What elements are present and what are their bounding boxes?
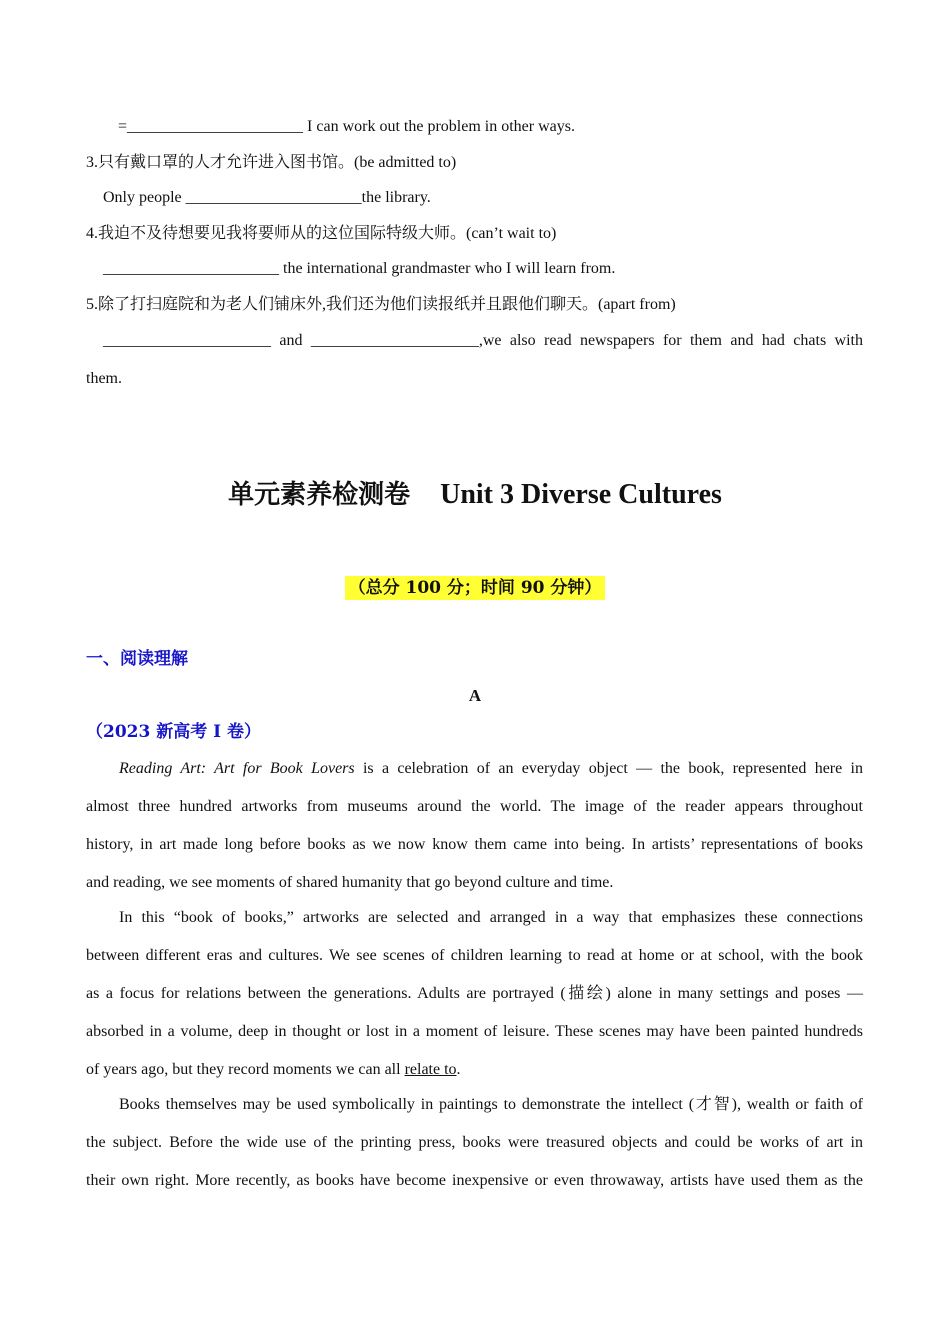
- book-title: Reading Art: Art for Book Lovers: [119, 760, 355, 777]
- question-3-answer: Only people ______________________the library.: [103, 189, 431, 206]
- title-chinese: 单元素养检测卷: [228, 480, 411, 510]
- p2-line-1: In this “book of books,” artworks are selected and arranged in a way that emphasizes these connections: [119, 909, 863, 926]
- p1-line-4: and reading, we see moments of shared humanity that go beyond culture and time.: [86, 874, 614, 891]
- question-4: 4.我迫不及待想要见我将要师从的这位国际特级大师。(can’t wait to): [86, 225, 557, 242]
- p3-line-1: Books themselves may be used symbolically in paintings to demonstrate the intellect (才智), wealth or faith of: [119, 1096, 863, 1113]
- passage-label: A: [468, 686, 482, 705]
- p3-line-2: the subject. Before the wide use of the printing press, books were treasured objects and could be works of art in: [86, 1134, 863, 1151]
- p2-line-2: between different eras and cultures. We see scenes of children learning to read at home or at school, with the book: [86, 947, 863, 964]
- underlined-phrase: relate to: [404, 1061, 457, 1078]
- p2-line-4: absorbed in a volume, deep in thought or lost in a moment of leisure. These scenes may have been painted hundreds: [86, 1023, 863, 1040]
- p2-line-3: as a focus for relations between the generations. Adults are portrayed (描绘) alone in many settings and poses —: [86, 985, 863, 1002]
- score-highlight: （总分 100 分；时间 90 分钟）: [345, 576, 606, 600]
- p2-line-5: of years ago, but they record moments we can all relate to.: [86, 1061, 461, 1078]
- page-title: [0, 478, 950, 512]
- question-5-answer: _____________________ and _____________________,we also read newspapers for them and had chats with: [103, 332, 863, 349]
- section-heading: 一、阅读理解: [86, 649, 188, 669]
- question-5-answer-cont: them.: [86, 370, 122, 387]
- question-5: 5.除了打扫庭院和为老人们铺床外,我们还为他们读报纸并且跟他们聊天。(apart from): [86, 296, 676, 313]
- question-3: 3.只有戴口罩的人才允许进入图书馆。(be admitted to): [86, 154, 457, 171]
- p3-line-3: their own right. More recently, as books have become inexpensive or even throwaway, artists have used them as the: [86, 1172, 863, 1189]
- passage-source: （2023 新高考 I 卷）: [86, 722, 262, 742]
- answer-blank: =______________________: [118, 118, 304, 135]
- p1-line-2: almost three hundred artworks from museums around the world. The image of the reader appears throughout: [86, 798, 863, 815]
- exercise-line-0: =______________________ I can work out the problem in other ways.: [118, 118, 575, 135]
- p1-line-3: history, in art made long before books as we now know them came into being. In artists’ representations of books: [86, 836, 863, 853]
- p1-line-1: Reading Art: Art for Book Lovers is a celebration of an everyday object — the book, represented here in: [119, 760, 863, 777]
- question-4-answer: ______________________ the international grandmaster who I will learn from.: [103, 260, 616, 277]
- score-info: [0, 573, 950, 598]
- title-english: Unit 3 Diverse Cultures: [440, 479, 722, 510]
